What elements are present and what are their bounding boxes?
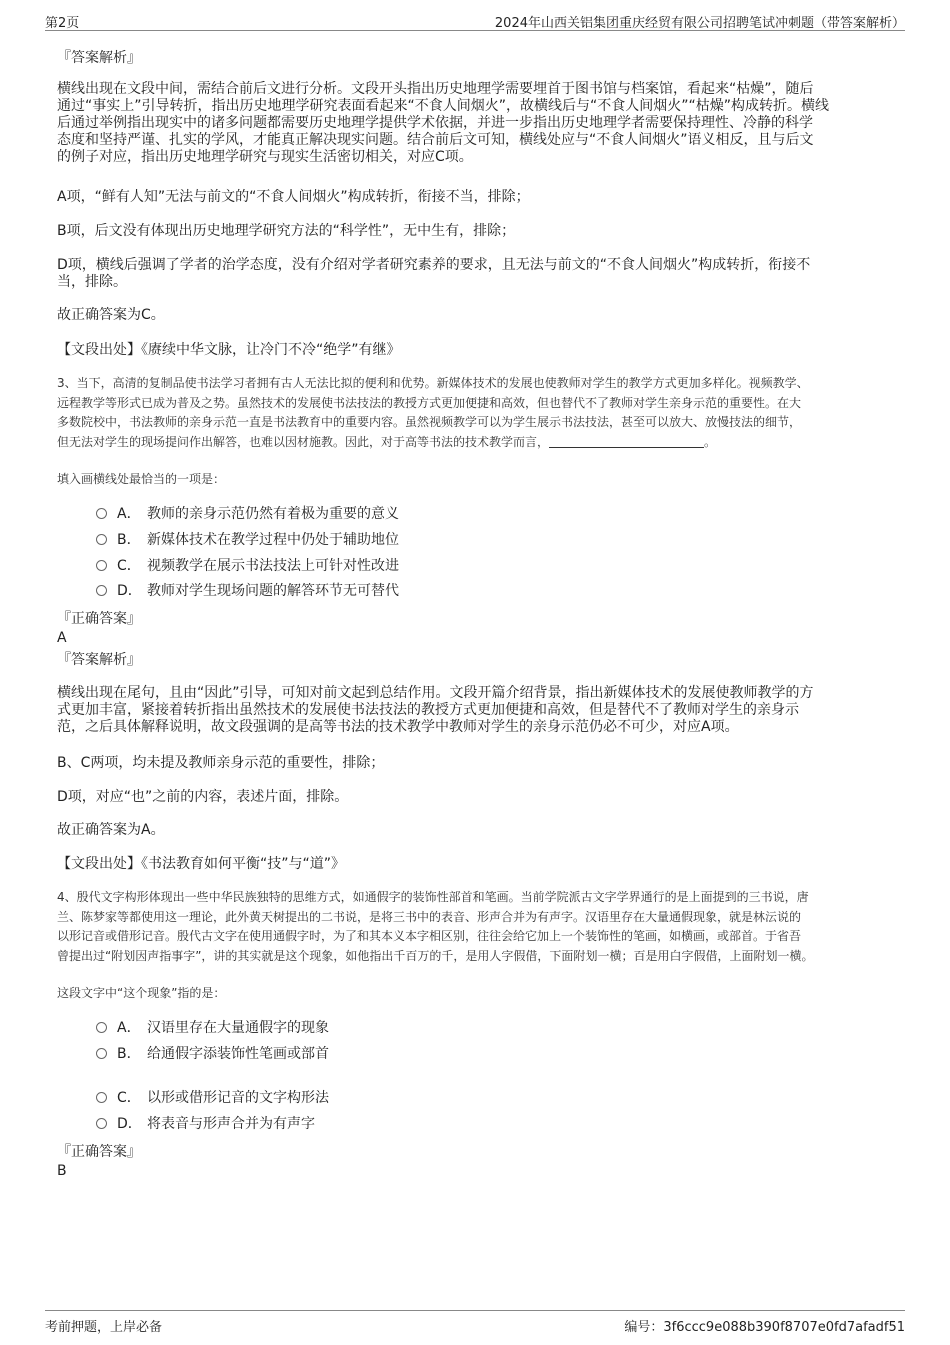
q2-analysis-d	[57, 257, 887, 291]
text-line: 以形记音或借形记音。殷代古文字在使用通假字时，为了和其本义本字相区别，往往会给它加上一个装饰性的笔画，如横画，或部首。于省吾	[57, 929, 802, 943]
q3-conclusion: 故正确答案为A。	[57, 822, 165, 838]
page-number: 第2页	[45, 16, 80, 31]
option-text: 新媒体技术在教学过程中仍处于辅助地位	[147, 532, 399, 548]
option-key: D．	[117, 583, 142, 599]
q4-option-c[interactable]	[96, 1089, 329, 1107]
q3-analysis-bc: B、C两项，均未提及教师亲身示范的重要性，排除；	[57, 755, 385, 771]
q2-analysis-a: A项，“鲜有人知”无法与前文的“不食人间烟火”构成转折，衔接不当，排除；	[57, 189, 530, 205]
q3-stem	[57, 374, 887, 452]
q3-option-c[interactable]	[96, 557, 399, 575]
option-text: 以形或借形记音的文字构形法	[147, 1090, 329, 1106]
option-text: 给通假字添装饰性笔画或部首	[147, 1046, 329, 1062]
q3-answer-label: 『正确答案』	[57, 611, 141, 627]
q2-analysis-b: B项，后文没有体现出历史地理学研究方法的“科学性”，无中生有，排除；	[57, 223, 516, 239]
text-line: 当，排除。	[57, 274, 127, 290]
option-text: 教师的亲身示范仍然有着极为重要的意义	[147, 506, 399, 522]
q4-stem	[57, 888, 887, 966]
q4-prompt: 这段文字中“这个现象”指的是：	[57, 986, 226, 1000]
stem-end: 。	[704, 434, 717, 449]
q3-prompt: 填入画横线处最恰当的一项是：	[57, 472, 226, 486]
q2-analysis-label: 『答案解析』	[57, 50, 141, 66]
radio-icon[interactable]	[96, 534, 107, 545]
q3-analysis-d: D项，对应“也”之前的内容，表述片面，排除。	[57, 789, 349, 805]
footer-slogan: 考前押题，上岸必备	[45, 1320, 163, 1335]
radio-icon[interactable]	[96, 1048, 107, 1059]
q3-analysis-label: 『答案解析』	[57, 652, 141, 668]
q4-option-a[interactable]	[96, 1019, 329, 1037]
option-key: A．	[117, 1020, 141, 1036]
q3-source: 【文段出处】《书法教育如何平衡“技”与“道”》	[57, 856, 346, 872]
q4-option-d[interactable]	[96, 1115, 315, 1133]
option-key: C．	[117, 1090, 141, 1106]
text-line: 远程教学等形式已成为普及之势。虽然技术的发展使书法技法的教授方式更加便捷和高效，但也替代不了教师对学生亲身示范的重要性。在大	[57, 395, 802, 410]
text-line: 横线出现在尾句，且由“因此”引导，可知对前文起到总结作用。文段开篇介绍背景，指出新媒体技术的发展使教师教学的方	[57, 685, 814, 701]
radio-icon[interactable]	[96, 508, 107, 519]
option-text: 教师对学生现场问题的解答环节无可替代	[147, 583, 399, 599]
text-line: 式更加丰富，紧接着转折指出虽然技术的发展使书法技法的教授方式更加便捷和高效，但是替代不了教师对学生的亲身示	[57, 702, 799, 718]
radio-icon[interactable]	[96, 585, 107, 596]
q2-analysis-paragraph	[57, 81, 887, 166]
text-line: D项，横线后强调了学者的治学态度，没有介绍对学者研究素养的要求，且无法与前文的“不食人间烟火”构成转折，衔接不	[57, 257, 811, 273]
radio-icon[interactable]	[96, 1022, 107, 1033]
option-key: B．	[117, 1046, 141, 1062]
document-code: 编号：3f6ccc9e088b390f8707e0fd7afadf51	[624, 1320, 905, 1335]
text-line: 多数院校中，书法教师的亲身示范一直是书法教育中的重要内容。虽然视频教学可以为学生展示书法技法，甚至可以放大、放慢技法的细节，	[57, 415, 802, 429]
q3-option-d[interactable]	[96, 582, 399, 600]
text-line: 横线出现在文段中间，需结合前后文进行分析。文段开头指出历史地理学需要埋首于图书馆与档案馆，看起来“枯燥”，随后	[57, 81, 814, 97]
text-line: 态度和坚持严谨、扎实的学风，才能真正解决现实问题。结合前后文可知，横线处应与“不食人间烟火”语义相反，且与后文	[57, 132, 814, 148]
text-line: 后通过举例指出现实中的诸多问题都需要历史地理学提供学术依据，并进一步指出历史地理学者需要保持理性、冷静的科学	[57, 115, 813, 131]
text-line: 曾提出过“附划因声指事字”，讲的其实就是这个现象，如他指出千百万的千，是用人字假借，下面附划一横；百是用白字假借，上面附划一横。	[57, 948, 814, 963]
answer-blank	[549, 435, 704, 448]
page-header	[45, 8, 905, 31]
q4-option-b[interactable]	[96, 1045, 329, 1063]
option-text: 汉语里存在大量通假字的现象	[147, 1020, 329, 1036]
document-title: 2024年山西关铝集团重庆经贸有限公司招聘笔试冲刺题（带答案解析）	[494, 16, 905, 31]
page-footer	[45, 1310, 905, 1333]
q3-option-b[interactable]	[96, 531, 399, 549]
radio-icon[interactable]	[96, 1118, 107, 1129]
option-key: A．	[117, 506, 141, 522]
option-key: B．	[117, 532, 141, 548]
text-line: 3、当下，高清的复制品使书法学习者拥有古人无法比拟的便利和优势。新媒体技术的发展也使教师对学生的教学方式更加多样化。视频教学、	[57, 376, 809, 390]
text-line: 4、殷代文字构形体现出一些中华民族独特的思维方式，如通假字的装饰性部首和笔画。当前学院派古文字学界通行的是上面提到的三书说，唐	[57, 890, 809, 904]
radio-icon[interactable]	[96, 560, 107, 571]
q2-source: 【文段出处】《赓续中华文脉，让冷门不冷“绝学”有继》	[57, 342, 401, 358]
text-line: 范，之后具体解释说明，故文段强调的是高等书法的技术教学中教师对学生的亲身示范仍必不可少，对应A项。	[57, 719, 739, 735]
q3-analysis-paragraph	[57, 685, 887, 736]
q3-answer: A	[57, 630, 67, 646]
option-text: 视频教学在展示书法技法上可针对性改进	[147, 558, 399, 574]
text-line: 兰、陈梦家等都使用这一理论，此外黄天树提出的二书说，是将三书中的表音、形声合并为有声字。汉语里存在大量通假现象，就是林沄说的	[57, 909, 802, 924]
q4-answer-label: 『正确答案』	[57, 1144, 141, 1160]
text-line: 的例子对应，指出历史地理学研究与现实生活密切相关，对应C项。	[57, 149, 473, 165]
q4-answer: B	[57, 1163, 67, 1179]
text-line: 通过“事实上”引导转折，指出历史地理学研究表面看起来“不食人间烟火”，故横线后与“不食人间烟火”“枯燥”构成转折。横线	[57, 98, 830, 114]
stem-text: 但无法对学生的现场提问作出解答，也难以因材施教。因此，对于高等书法的技术教学而言，	[57, 434, 550, 449]
q3-option-a[interactable]	[96, 505, 399, 523]
option-key: C．	[117, 558, 141, 574]
text-line	[57, 433, 887, 453]
radio-icon[interactable]	[96, 1092, 107, 1103]
option-text: 将表音与形声合并为有声字	[147, 1116, 315, 1132]
option-key: D．	[117, 1116, 142, 1132]
q2-conclusion: 故正确答案为C。	[57, 307, 165, 323]
